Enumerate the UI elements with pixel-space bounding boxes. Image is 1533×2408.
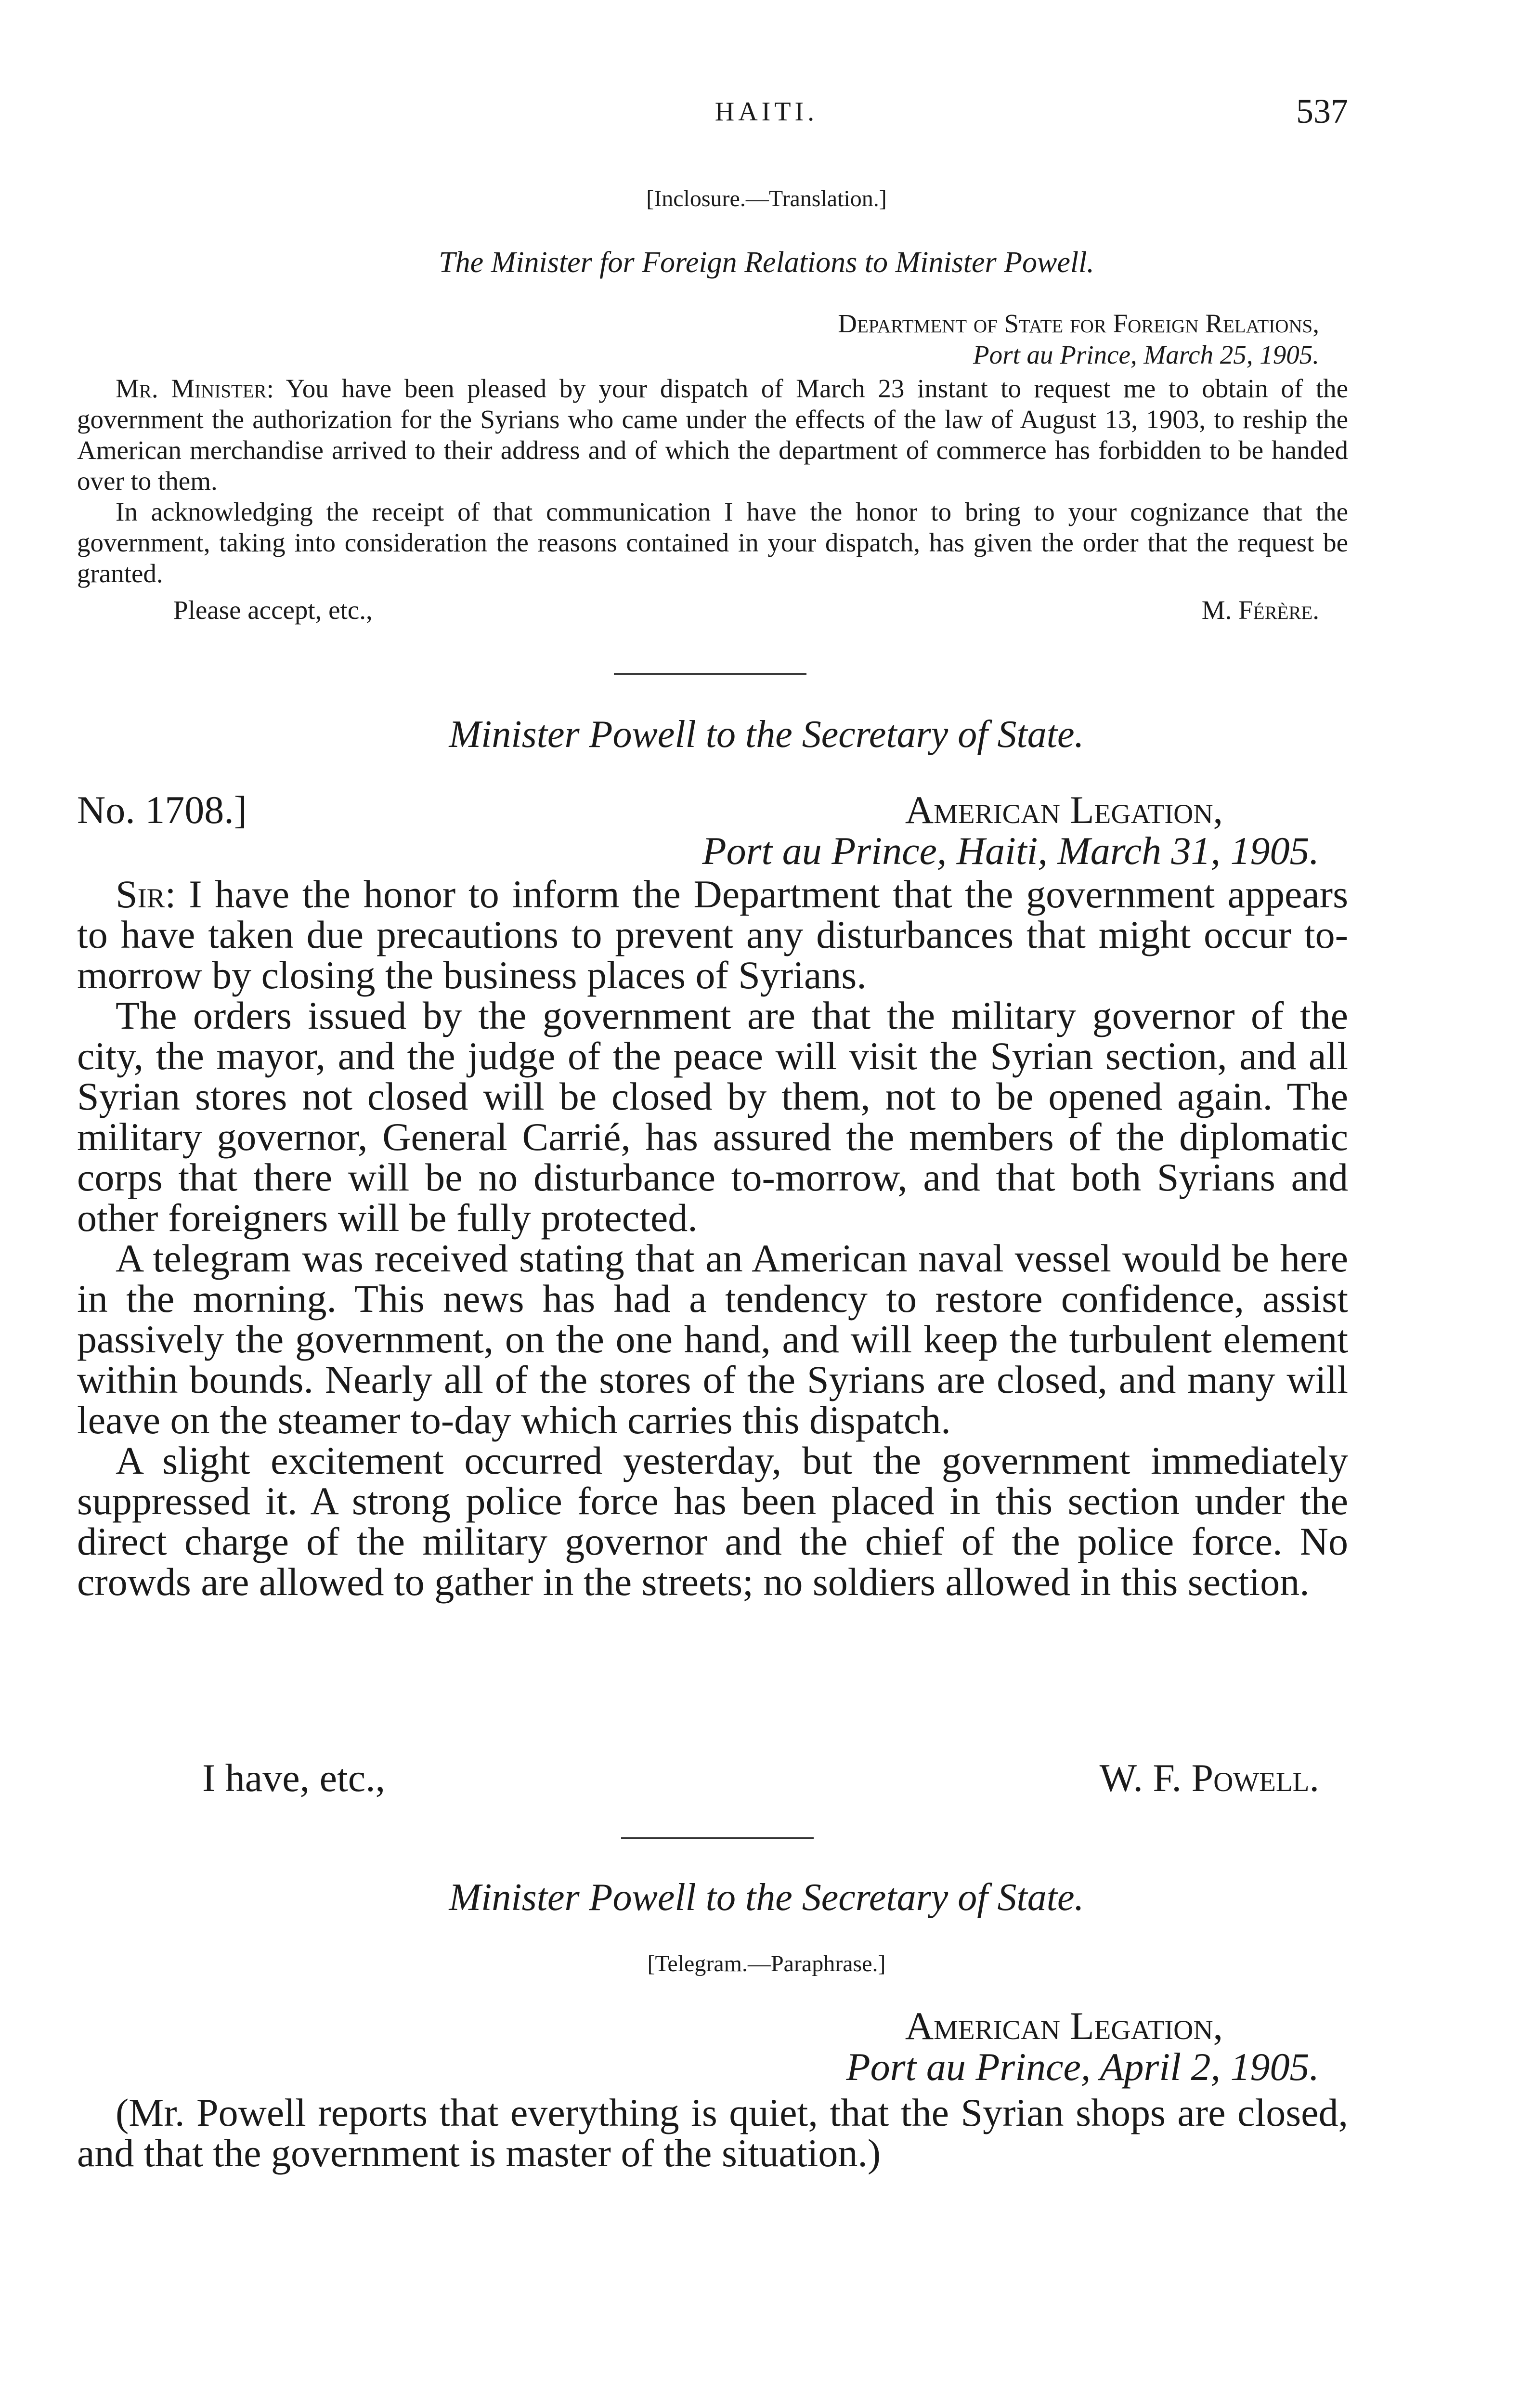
- enclosure-title: The Minister for Foreign Relations to Minister Powell.: [439, 246, 1094, 279]
- enclosure-closing: Please accept, etc.,: [173, 595, 373, 625]
- enclosure-paragraph-2: In acknowledging the receipt of that communication I have the honor to bring to your cognizance that the government, taking into consideration the reasons contained in your dispatch, has given the order that the request be granted.: [77, 497, 1348, 588]
- letter2-legation: American Legation,: [905, 2004, 1223, 2048]
- letter1-legation: American Legation,: [905, 788, 1223, 832]
- letter2-place-date: Port au Prince, April 2, 1905.: [846, 2045, 1319, 2089]
- letter1-paragraph-1-text: I have the honor to inform the Department that the government appears to have taken due precautions to prevent any disturbances that might occur to-morrow by closing the business places of Syrians.: [77, 872, 1349, 997]
- enclosure-place-date: Port au Prince, March 25, 1905.: [973, 340, 1319, 369]
- letter2-paragraph-1: (Mr. Powell reports that everything is quiet, that the Syrian shops are closed, and that the government is master of the situation.): [77, 2091, 1348, 2175]
- enclosure-body: [77, 373, 1348, 589]
- letter1-body: [77, 874, 1348, 1602]
- letter2-note: [Telegram.—Paraphrase.]: [647, 1951, 886, 1976]
- page-number: 537: [1296, 92, 1348, 131]
- enclosure-department: Department of State for Foreign Relations,: [838, 309, 1319, 338]
- letter2-body: [77, 2093, 1348, 2173]
- letter1-closing: I have, etc.,: [202, 1756, 386, 1800]
- letter1-paragraph-2: The orders issued by the government are that the military governor of the city, the mayor, and the judge of the peace will visit the Syrian section, and all Syrian stores not closed will be closed by them, not to be opened again. The military governor, General Carrié, has assured the members of the diplomatic corps that there will be no disturbance to-morrow, and that both Syrians and other foreigners will be fully protected.: [77, 994, 1348, 1240]
- enclosure-paragraph-1-text: You have been pleased by your dispatch of March 23 instant to request me to obtain of the government the authorization for the Syrians who came under the effects of the law of August 13, 1903, to reship the American merchandise arrived to their address and of which the department of commerce has forbidden to be handed over to them.: [77, 374, 1348, 496]
- letter1-number: No. 1708.]: [77, 788, 247, 832]
- enclosure-paragraph-1: [77, 373, 1348, 497]
- letter1-paragraph-1: [77, 874, 1348, 995]
- letter2-title: Minister Powell to the Secretary of State.: [449, 1876, 1084, 1919]
- enclosure-note: [Inclosure.—Translation.]: [646, 186, 887, 211]
- section-divider-1: [614, 673, 806, 675]
- section-divider-2: [621, 1837, 814, 1839]
- letter1-salutation: Sir:: [116, 872, 176, 916]
- enclosure-signature: M. Férère.: [1201, 595, 1319, 625]
- letter1-signature: W. F. Powell.: [1099, 1756, 1319, 1800]
- letter1-place-date: Port au Prince, Haiti, March 31, 1905.: [702, 829, 1319, 873]
- running-title: HAITI.: [715, 97, 818, 127]
- letter1-paragraph-4: A slight excitement occurred yesterday, but the government immediately suppressed it. A strong police force has been placed in this section under the direct charge of the military governor and the chief of the police force. No crowds are allowed to gather in the streets; no soldiers allowed in this section.: [77, 1439, 1348, 1604]
- letter1-paragraph-3: A telegram was received stating that an American naval vessel would be here in the morning. This news has had a tendency to restore confidence, assist passively the government, on the one hand, and will keep the turbulent element within bounds. Nearly all of the stores of the Syrians are closed, and many will leave on the steamer to-day which carries this dispatch.: [77, 1236, 1348, 1442]
- letter1-title: Minister Powell to the Secretary of State.: [449, 713, 1084, 756]
- enclosure-salutation: Mr. Minister:: [116, 374, 274, 403]
